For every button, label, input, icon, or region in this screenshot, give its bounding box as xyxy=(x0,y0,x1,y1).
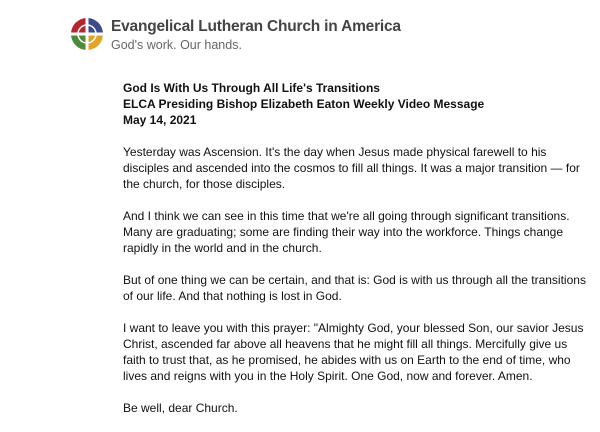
elca-logo-icon xyxy=(70,17,104,51)
paragraph: Yesterday was Ascension. It's the day when Jesus made physical farewell to his disciples and ascended into the cosmos to fill all things. It was a major transition — for the church, for those disciples. xyxy=(123,145,580,191)
document-body xyxy=(123,80,593,432)
paragraph: I want to leave you with this prayer: "Almighty God, your blessed Son, our savior Jesus Christ, ascended far above all heavens that he might fill all things. Mercifully give us faith to trust that, as he promised, he abides with us on Earth to the end of time, who lives and reigns with you in the Holy Spirit. One God, now and forever. Amen. xyxy=(123,321,584,383)
paragraph: But of one thing we can be certain, and that is: God is with us through all the transitions of our life. And that nothing is lost in God. xyxy=(123,273,586,303)
document-subtitle: ELCA Presiding Bishop Elizabeth Eaton Weekly Video Message xyxy=(123,97,485,111)
tagline: God's work. Our hands. xyxy=(111,38,242,52)
paragraph: And I think we can see in this time that we're all going through significant transitions. Many are graduating; some are finding their way into the workforce. Things change rapidly in the world and in the church. xyxy=(123,209,570,255)
document-title: God Is With Us Through All Life's Transitions xyxy=(123,81,380,95)
paragraph: Be well, dear Church. xyxy=(123,401,238,415)
document-date: May 14, 2021 xyxy=(123,113,197,127)
org-name: Evangelical Lutheran Church in America xyxy=(111,18,401,35)
